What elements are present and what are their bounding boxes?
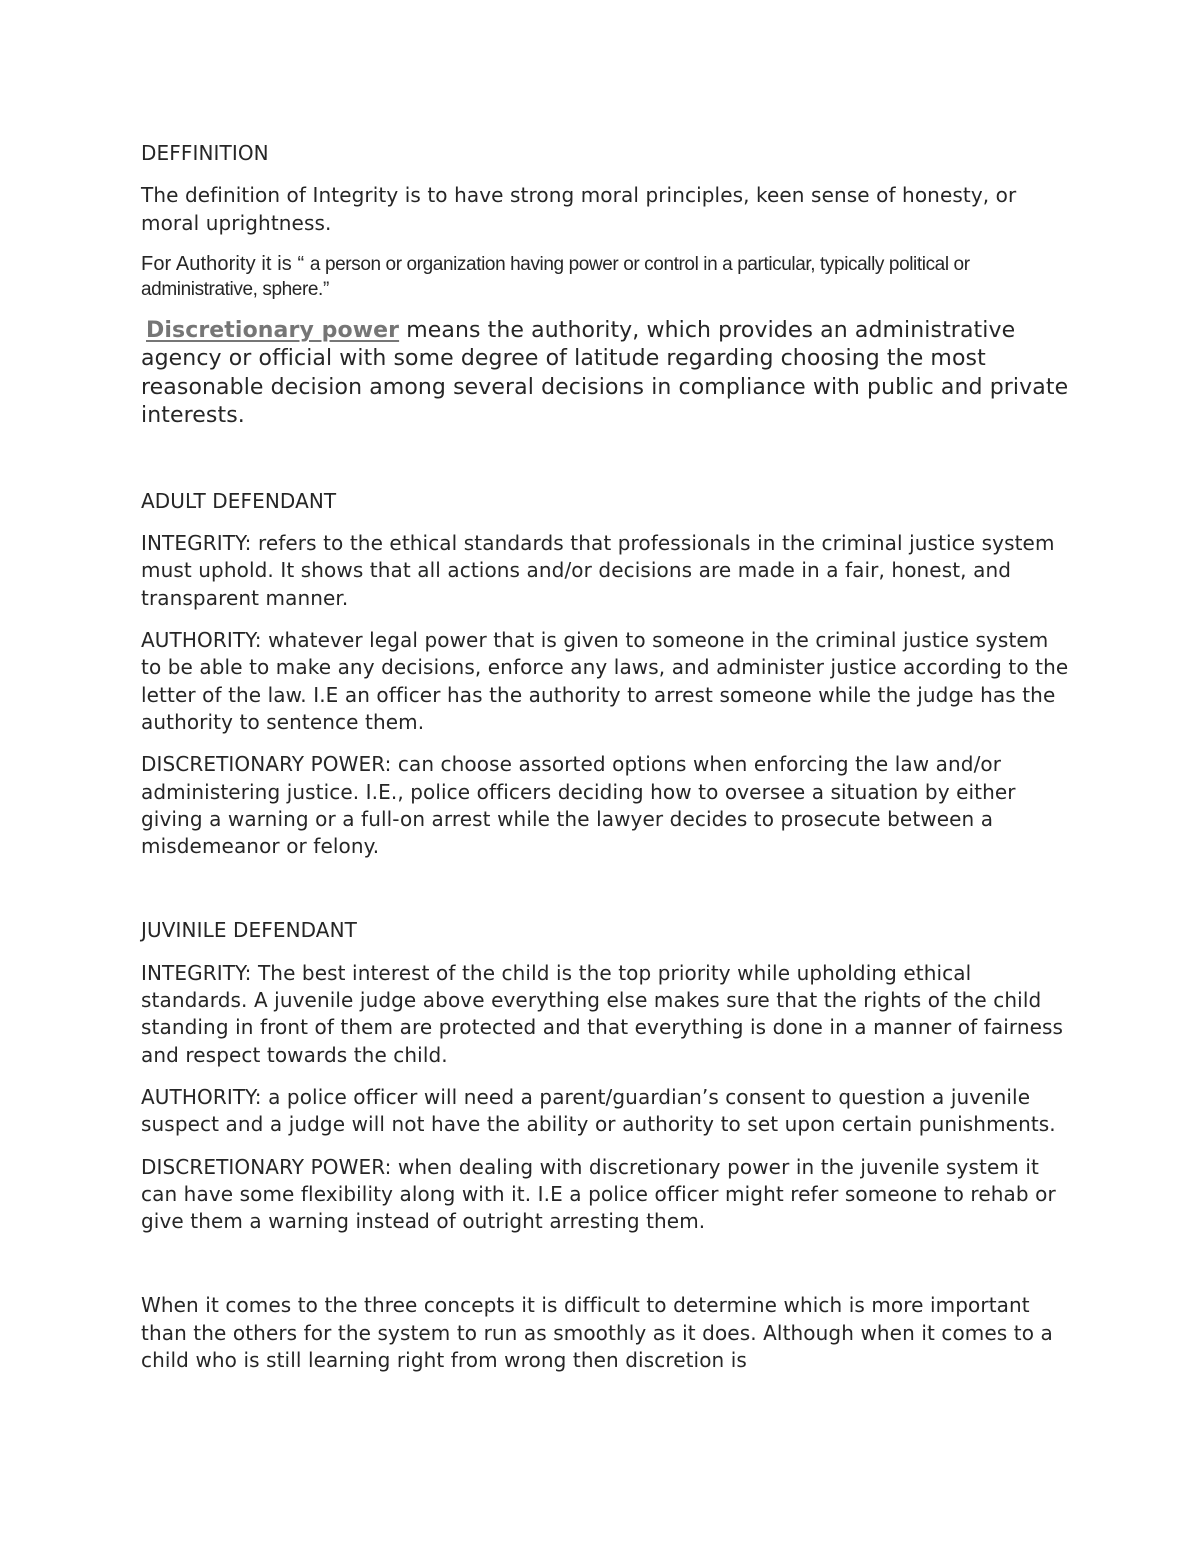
juvenile-defendant-heading: JUVINILE DEFENDANT — [141, 918, 357, 943]
integrity-definition: The definition of Integrity is to have strong moral principles, keen sense of honesty, or moral uprightness. — [141, 183, 1017, 235]
adult-integrity-paragraph: INTEGRITY: refers to the ethical standards that professionals in the criminal justice system must uphold. It shows that all actions and/or decisions are made in a fair, honest, and transparent manner. — [141, 531, 1055, 610]
section-spacer — [141, 1250, 1071, 1292]
discretionary-power-definition — [141, 317, 1071, 431]
authority-lead: For Authority it is “ — [141, 252, 310, 275]
authority-definition — [141, 252, 1071, 302]
section-spacer — [141, 446, 1071, 488]
discretionary-power-text: means the authority, which provides an administrative agency or official with some degree of latitude regarding choosing the most reasonable decision among several decisions in compliance with public and private interests. — [141, 317, 1069, 429]
conclusion-paragraph: When it comes to the three concepts it is difficult to determine which is more important than the others for the system to run as smoothly as it does. Although when it comes to a child who is still learning right from wrong then discretion is — [141, 1293, 1053, 1373]
juvenile-authority-paragraph: AUTHORITY: a police officer will need a parent/guardian’s consent to question a juvenile suspect and a judge will not have the ability or authority to set upon certain punishments. — [141, 1084, 1056, 1137]
document-page — [141, 140, 1071, 1389]
discretionary-power-term: Discretionary power — [146, 317, 400, 343]
juvenile-integrity-paragraph: INTEGRITY: The best interest of the child is the top priority while upholding ethical standards. A juvenile judge above everything else makes sure that the rights of the child standing in front of them are protected and that everything is done in a manner of fairness and respect towards the child. — [141, 960, 1064, 1067]
definition-heading: DEFFINITION — [141, 141, 269, 165]
section-spacer — [141, 875, 1071, 917]
juvenile-discretionary-power-paragraph: DISCRETIONARY POWER: when dealing with discretionary power in the juvenile system it can have some flexibility along with it. I.E a police officer might refer someone to rehab or give them a warning instead of outright arresting them. — [141, 1154, 1056, 1234]
adult-discretionary-power-paragraph: DISCRETIONARY POWER: can choose assorted options when enforcing the law and/or administering justice. I.E., police officers deciding how to oversee a situation by either giving a warning or a full-on arrest while the lawyer decides to prosecute between a misdemeanor or felony. — [141, 752, 1016, 859]
adult-authority-paragraph: AUTHORITY: whatever legal power that is given to someone in the criminal justice system to be able to make any decisions, enforce any laws, and administer justice according to the letter of the law. I.E an officer has the authority to arrest someone while the judge has the authority to sentence them. — [141, 628, 1069, 734]
authority-quote: a person or organization having power or control in a particular, typically political or administrative, sphere.” — [141, 253, 970, 300]
adult-defendant-heading: ADULT DEFENDANT — [141, 488, 337, 513]
